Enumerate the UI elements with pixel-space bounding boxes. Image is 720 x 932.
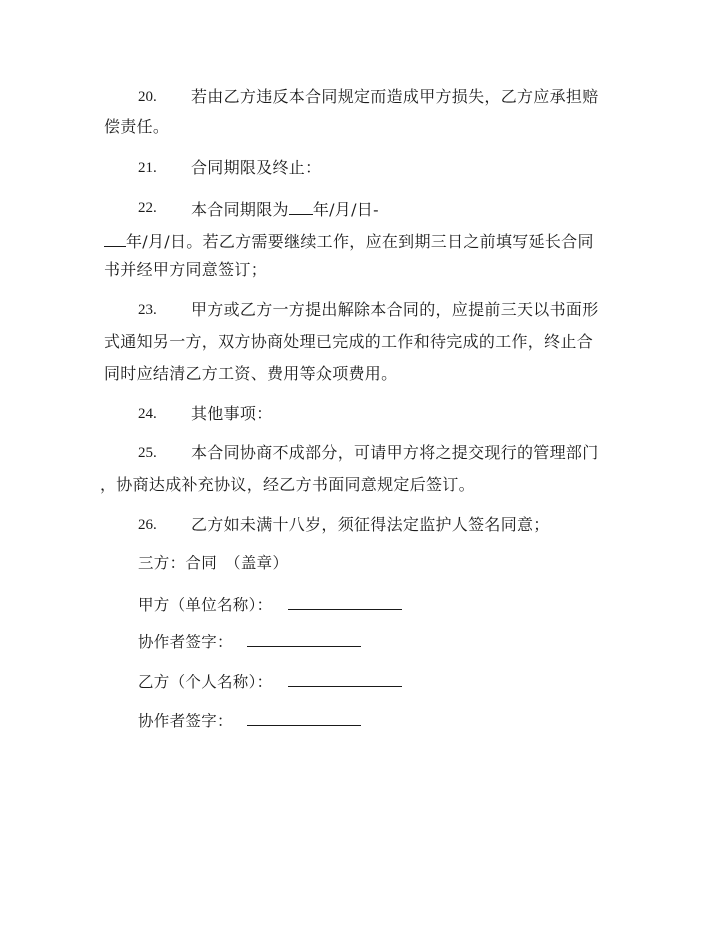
clause-number: 20.	[138, 89, 157, 105]
collaborator-2-signature-line	[247, 710, 361, 726]
clause-text: 偿责任。	[104, 117, 170, 136]
clause-text	[104, 230, 594, 252]
party-b-label: 乙方（个人名称）：	[138, 673, 273, 691]
date-blank	[289, 198, 313, 215]
clause-text: 式通知另一方，双方协商处理已完成的工作和待完成的工作，终止合	[104, 332, 594, 351]
clause-text: 同时应结清乙方工资、费用等众项费用。	[104, 364, 398, 383]
clause-text: 若由乙方违反本合同规定而造成甲方损失，乙方应承担赔	[191, 87, 599, 106]
clause-text: 甲方或乙方一方提出解除本合同的，应提前三天以书面形	[191, 300, 599, 319]
clause-number: 23.	[138, 302, 157, 318]
signature-header: 三方：合同 （盖章）	[138, 554, 289, 572]
party-a-signature-line	[288, 594, 402, 610]
clause-text-part: 本合同期限为	[191, 200, 289, 219]
clause-text: 其他事项：	[191, 404, 273, 423]
clause-text: 乙方如未满十八岁，须征得法定监护人签名同意；	[191, 515, 550, 534]
clause-text	[191, 198, 379, 220]
clause-text: 书并经甲方同意签订；	[104, 260, 268, 279]
collaborator-1-label: 协作者签字：	[138, 633, 233, 651]
clause-number: 25.	[138, 445, 157, 461]
clause-number: 22.	[138, 200, 157, 216]
clause-number: 24.	[138, 406, 157, 422]
clause-text: 本合同协商不成部分，可请甲方将之提交现行的管理部门	[191, 443, 599, 462]
clause-text: ，协商达成补充协议，经乙方书面同意规定后签订。	[100, 475, 475, 494]
party-a-row	[138, 594, 402, 615]
clause-number: 21.	[138, 160, 157, 176]
party-b-signature-line	[288, 671, 402, 687]
collaborator-1-row	[138, 631, 361, 652]
collaborator-1-signature-line	[247, 631, 361, 647]
party-b-row	[138, 671, 402, 692]
clause-text-part: 年/月/日-	[312, 200, 379, 219]
party-a-label: 甲方（单位名称）：	[138, 596, 273, 614]
collaborator-2-row	[138, 710, 361, 731]
collaborator-2-label: 协作者签字：	[138, 712, 233, 730]
date-blank	[104, 230, 126, 247]
clause-text-part: 年/月/日。若乙方需要继续工作，应在到期三日之前填写延长合同	[126, 232, 594, 251]
clause-text: 合同期限及终止：	[191, 158, 322, 177]
clause-number: 26.	[138, 517, 157, 533]
